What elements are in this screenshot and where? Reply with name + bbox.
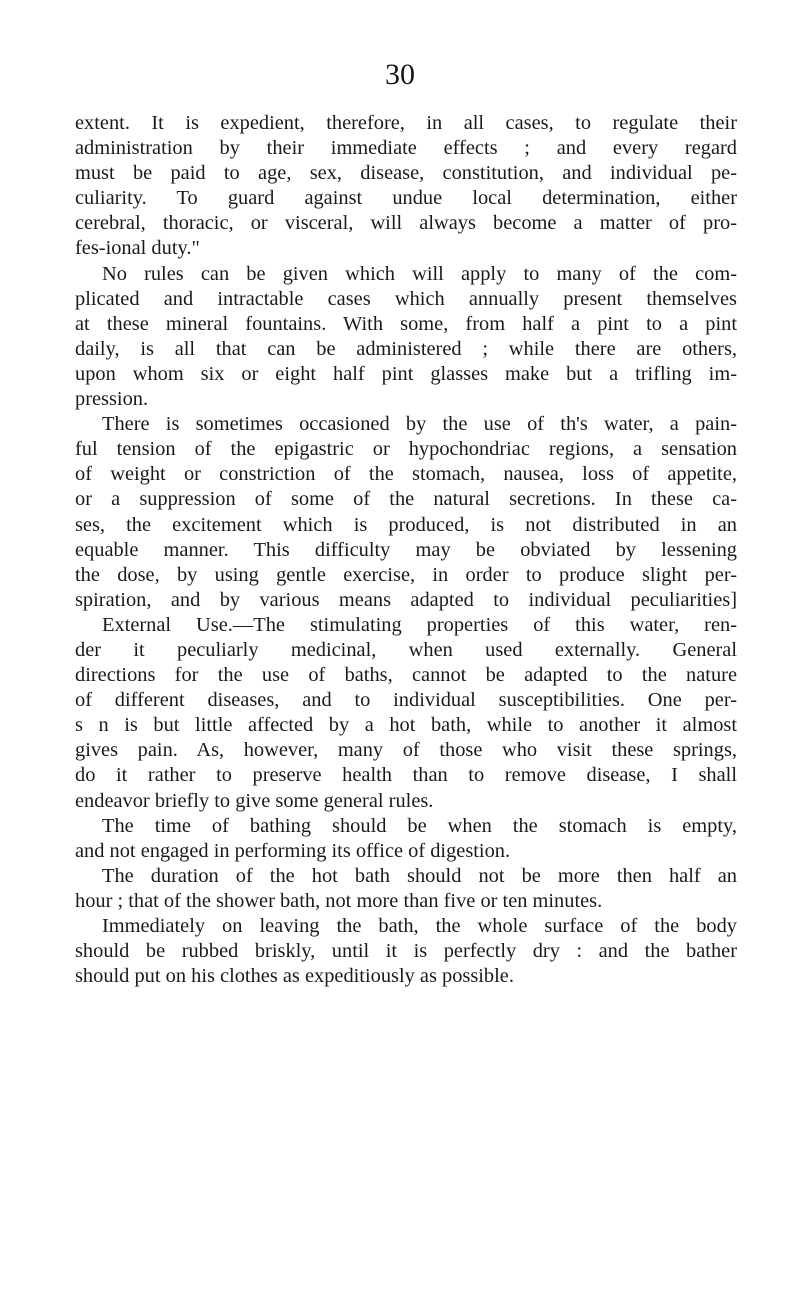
text-line: equable manner. This difficulty may be obviated by lessening (75, 538, 737, 561)
text-line: of weight or constriction of the stomach, nausea, loss of appetite, (75, 463, 737, 486)
text-line: spiration, and by various means adapted to individual peculiarities] (75, 588, 737, 611)
text-line: must be paid to age, sex, disease, constitution, and individual pe- (75, 162, 737, 185)
text-line: Immediately on leaving the bath, the whole surface of the body (102, 915, 737, 937)
text-line: der it peculiarly medicinal, when used externally. General (75, 638, 737, 661)
text-line: endeavor briefly to give some general rules. (75, 789, 434, 812)
text-line: extent. It is expedient, therefore, in all cases, to regulate their (75, 112, 737, 134)
text-line: The duration of the hot bath should not be more then half an (102, 864, 737, 887)
text-line: of different diseases, and to individual susceptibilities. One per- (75, 689, 737, 712)
text-line: ses, the excitement which is produced, is not distributed in an (75, 513, 737, 536)
text-line: The time of bathing should be when the stomach is empty, (102, 814, 737, 837)
text-line: daily, is all that can be administered ; while there are others, (75, 337, 737, 360)
page-number: 30 (385, 58, 415, 91)
text-line: cerebral, thoracic, or visceral, will always become a matter of pro- (75, 212, 737, 235)
text-line: and not engaged in performing its office of digestion. (75, 839, 511, 862)
text-line: ful tension of the epigastric or hypochondriac regions, a sensation (75, 438, 737, 461)
text-line: directions for the use of baths, cannot be adapted to the nature (75, 664, 737, 687)
text-line: There is sometimes occasioned by the use of th's water, a pain- (102, 413, 737, 436)
text-line: the dose, by using gentle exercise, in order to produce slight per- (75, 563, 737, 586)
text-line: do it rather to preserve health than to remove disease, I shall (75, 764, 737, 787)
text-line: No rules can be given which will apply to many of the com- (102, 262, 737, 285)
text-line: pression. (75, 388, 149, 411)
text-line: should put on his clothes as expeditiously as possible. (75, 965, 514, 988)
text-line: or a suppression of some of the natural secretions. In these ca- (75, 488, 737, 511)
text-line: External Use.—The stimulating properties of this water, ren- (102, 613, 737, 636)
text-line: gives pain. As, however, many of those who visit these springs, (75, 739, 737, 762)
text-line: culiarity. To guard against undue local determination, either (75, 187, 737, 210)
text-line: plicated and intractable cases which annually present themselves (75, 287, 737, 310)
text-line: s n is but little affected by a hot bath, while to another it almost (75, 714, 737, 737)
text-line: administration by their immediate effects ; and every regard (75, 137, 737, 160)
text-line: hour ; that of the shower bath, not more than five or ten minutes. (75, 889, 603, 912)
body-text (75, 111, 737, 989)
text-line: fes-ional duty." (75, 237, 200, 260)
text-line: should be rubbed briskly, until it is perfectly dry : and the bather (75, 940, 737, 963)
text-line: upon whom six or eight half pint glasses make but a trifling im- (75, 362, 737, 385)
text-line: at these mineral fountains. With some, from half a pint to a pint (75, 312, 737, 335)
